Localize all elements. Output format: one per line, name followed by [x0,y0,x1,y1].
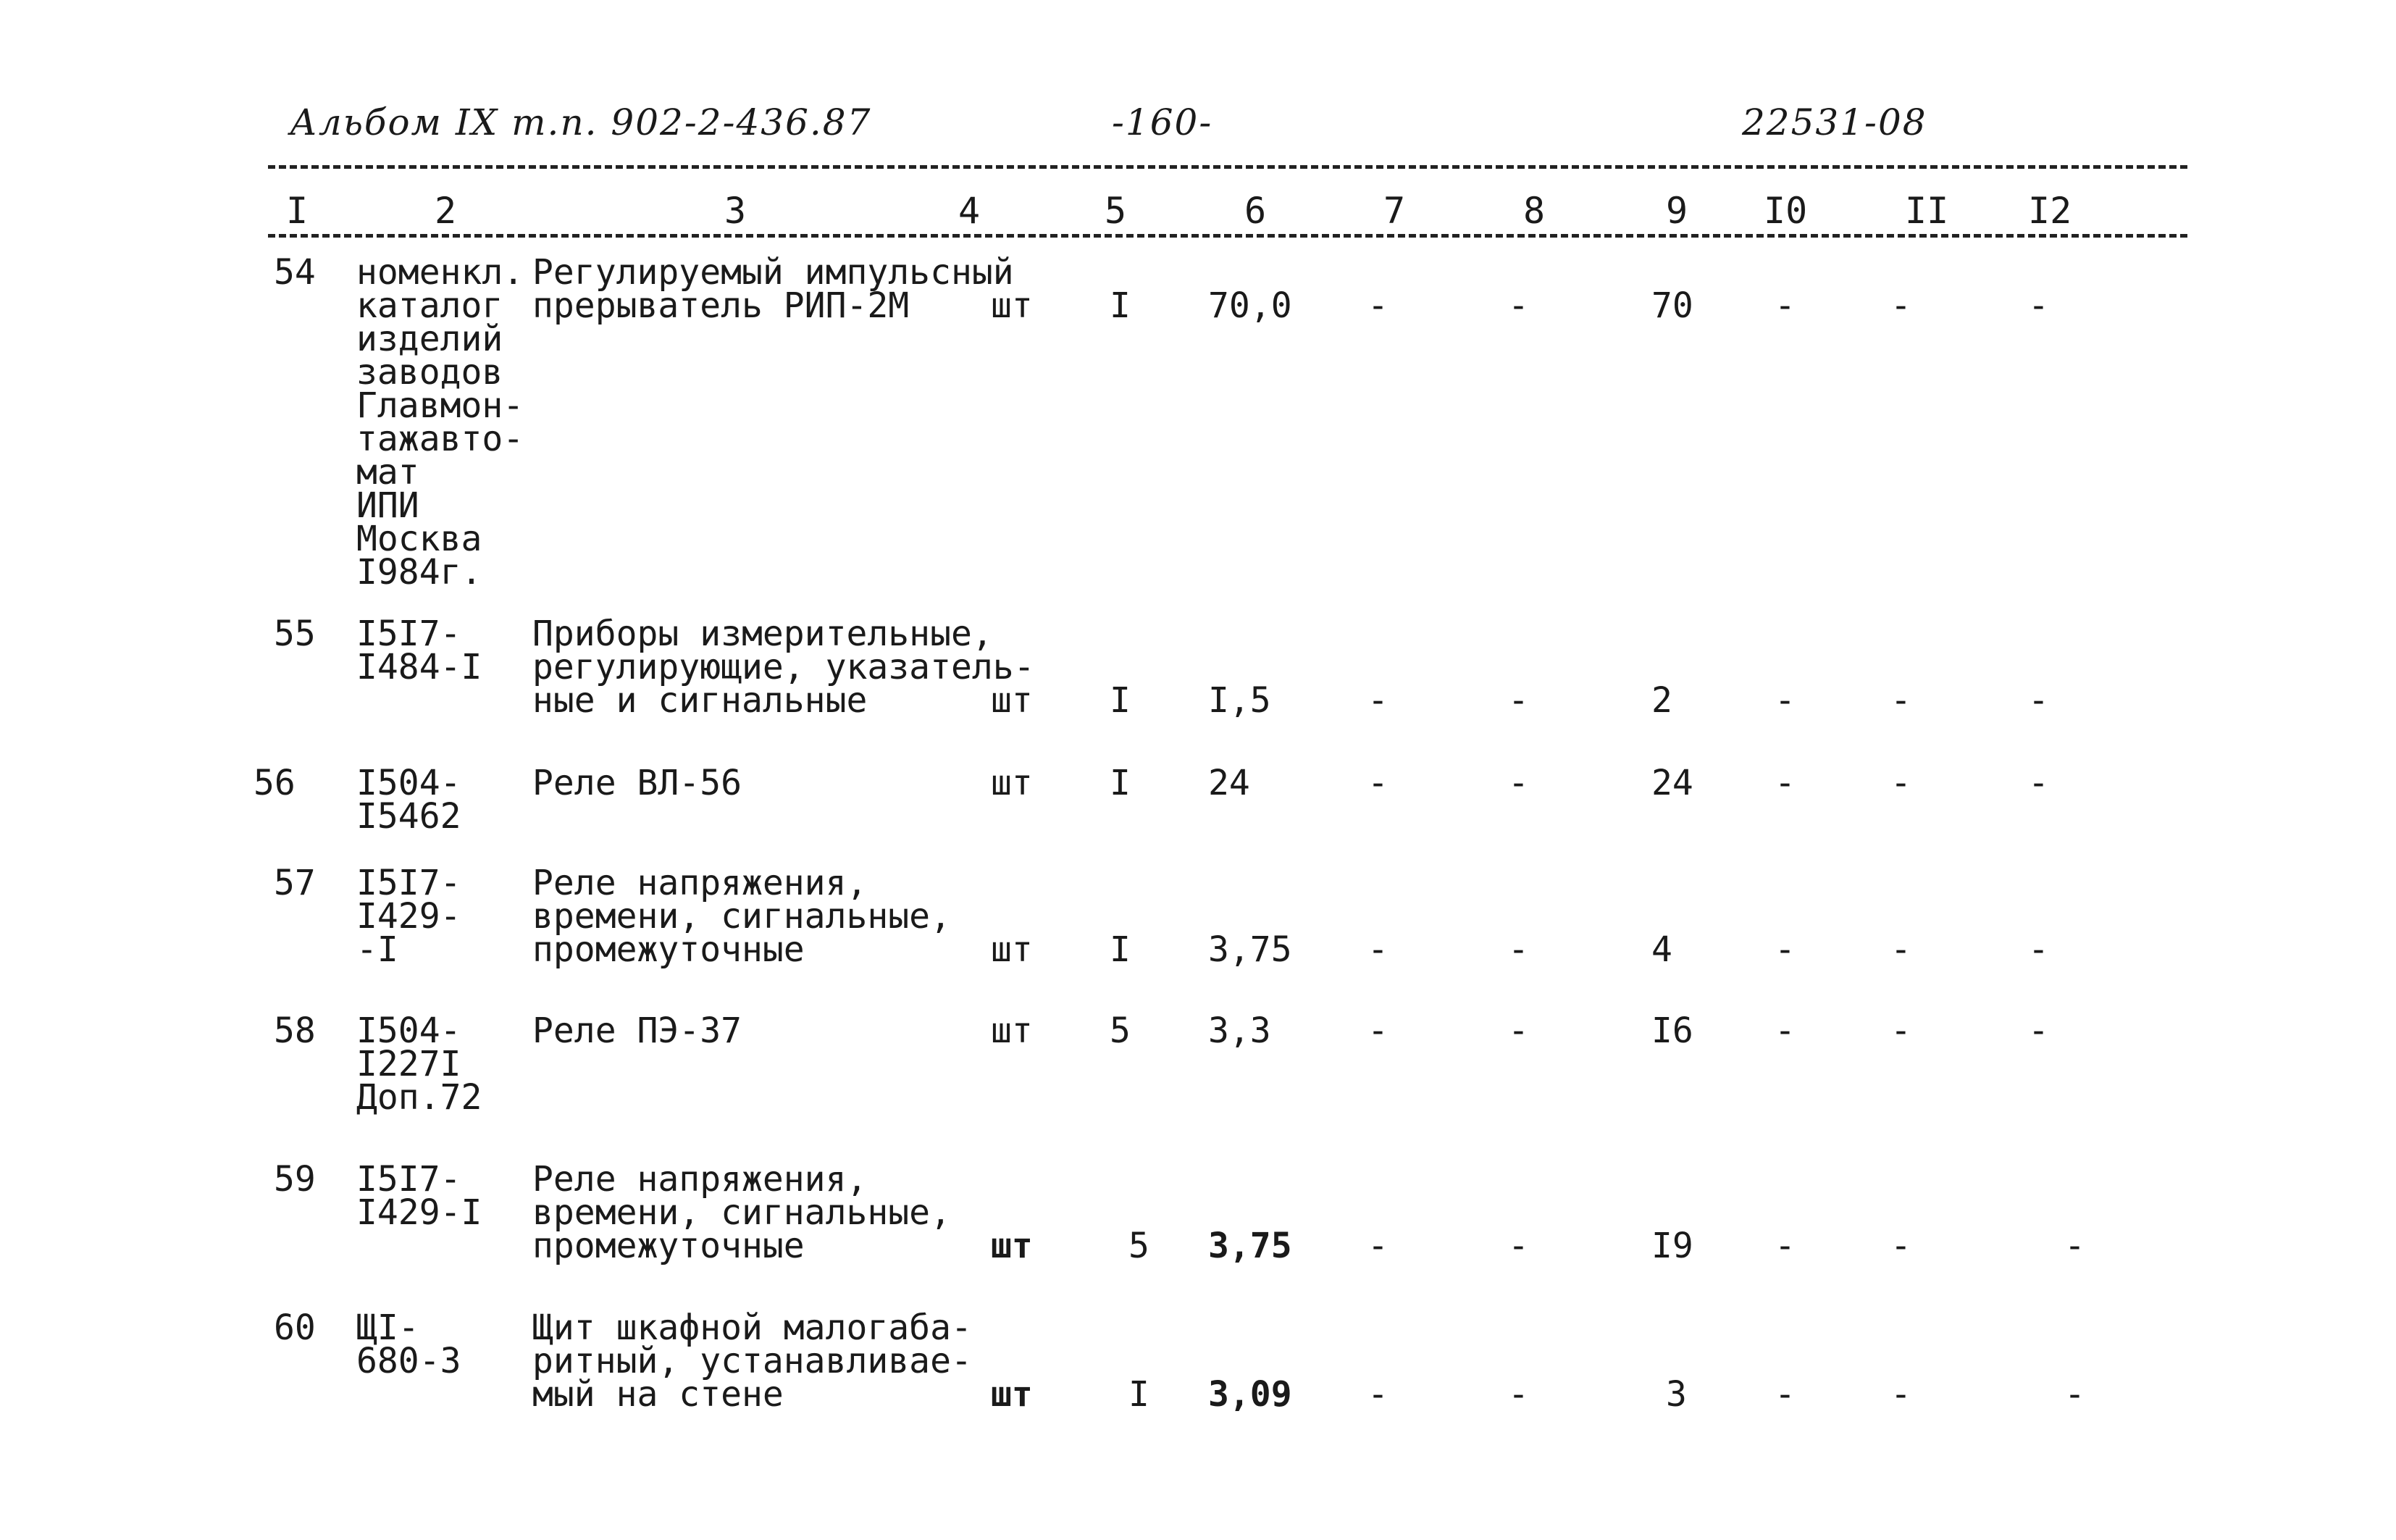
column-number-6: 6 [1244,190,1267,232]
unit: шт [991,1226,1033,1266]
column-number-1: I [286,190,309,232]
column-number-5: 5 [1105,190,1127,232]
column-8-value: - [1508,763,1529,803]
column-8-value: - [1508,1010,1529,1051]
quantity: I [1128,1374,1149,1415]
row-number: 58 [274,1010,316,1051]
column-number-9: 9 [1666,190,1688,232]
column-10-value: - [1775,1226,1796,1266]
column-7-value: - [1367,680,1388,721]
catalog-reference: ЩI- 680-3 [356,1307,461,1381]
column-12-value: - [2028,1010,2049,1051]
column-6-value: 3,09 [1208,1374,1292,1415]
column-8-value: - [1508,285,1529,326]
column-number-8: 8 [1523,190,1546,232]
column-12-value: - [2064,1374,2085,1415]
unit: шт [991,285,1033,326]
column-9-value: 70 [1651,285,1693,326]
column-number-2: 2 [435,190,457,232]
catalog-reference: I5I7- I429- -I [356,863,461,970]
column-number-7: 7 [1383,190,1406,232]
column-number-10: I0 [1764,190,1808,232]
column-9-value: 4 [1651,929,1672,970]
row-number: 57 [274,863,316,903]
column-8-value: - [1508,1226,1529,1266]
item-name: Щит шкафной малогаба- ритный, устанавливае- мый на стене [532,1307,972,1415]
column-7-value: - [1367,1010,1388,1051]
column-number-12: I2 [2028,190,2072,232]
unit: шт [991,1010,1033,1051]
column-7-value: - [1367,1226,1388,1266]
quantity: I [1110,680,1131,721]
column-9-value: I9 [1651,1226,1693,1266]
column-11-value: - [1890,680,1911,721]
row-number: 59 [274,1159,316,1200]
catalog-reference: I504- I5462 [356,763,461,837]
item-name: Реле напряжения, времени, сигнальные, промежуточные [532,863,951,970]
item-name: Регулируемый импульсный прерыватель РИП-2М [532,252,1014,326]
catalog-reference: номенкл. каталог изделий заводов Главмон- тажавто- мат ИПИ Москва I984г. [356,252,524,593]
column-8-value: - [1508,929,1529,970]
column-9-value: 2 [1651,680,1672,721]
column-11-value: - [1890,1226,1911,1266]
column-number-3: 3 [724,190,747,232]
column-7-value: - [1367,1374,1388,1415]
item-name: Приборы измерительные, регулирующие, указатель- ные и сигнальные [532,614,1035,721]
column-8-value: - [1508,680,1529,721]
column-10-value: - [1775,1010,1796,1051]
column-6-value: 3,3 [1208,1010,1271,1051]
column-10-value: - [1775,285,1796,326]
unit: шт [991,929,1033,970]
row-number: 60 [274,1307,316,1348]
quantity: I [1110,763,1131,803]
column-10-value: - [1775,1374,1796,1415]
column-12-value: - [2028,929,2049,970]
column-12-value: - [2064,1226,2085,1266]
item-name: Реле ПЭ-37 [532,1010,742,1051]
catalog-reference: I504- I227I Доп.72 [356,1010,482,1118]
column-6-value: 24 [1208,763,1250,803]
unit: шт [991,763,1033,803]
row-number: 54 [274,252,316,293]
column-7-value: - [1367,763,1388,803]
header-rule [268,234,2187,238]
column-7-value: - [1367,929,1388,970]
column-9-value: I6 [1651,1010,1693,1051]
column-10-value: - [1775,929,1796,970]
column-12-value: - [2028,285,2049,326]
column-number-4: 4 [958,190,981,232]
item-name: Реле напряжения, времени, сигнальные, промежуточные [532,1159,951,1266]
column-11-value: - [1890,929,1911,970]
album-reference: Альбом IX т.п. 902-2-436.87 [290,101,872,143]
quantity: 5 [1110,1010,1131,1051]
column-12-value: - [2028,680,2049,721]
quantity: 5 [1128,1226,1149,1266]
column-10-value: - [1775,680,1796,721]
column-6-value: 3,75 [1208,929,1292,970]
column-8-value: - [1508,1374,1529,1415]
column-11-value: - [1890,1374,1911,1415]
unit: шт [991,680,1033,721]
column-number-11: II [1905,190,1949,232]
column-6-value: I,5 [1208,680,1271,721]
column-7-value: - [1367,285,1388,326]
column-6-value: 70,0 [1208,285,1292,326]
quantity: I [1110,929,1131,970]
column-11-value: - [1890,1010,1911,1051]
document-code: 22531-08 [1742,101,1927,143]
unit: шт [991,1374,1033,1415]
column-6-value: 3,75 [1208,1226,1292,1266]
column-10-value: - [1775,763,1796,803]
catalog-reference: I5I7- I484-I [356,614,482,687]
row-number: 56 [254,763,296,803]
column-9-value: 24 [1651,763,1693,803]
catalog-reference: I5I7- I429-I [356,1159,482,1233]
item-name: Реле ВЛ-56 [532,763,742,803]
column-12-value: - [2028,763,2049,803]
quantity: I [1110,285,1131,326]
column-9-value: 3 [1666,1374,1687,1415]
column-11-value: - [1890,763,1911,803]
column-11-value: - [1890,285,1911,326]
row-number: 55 [274,614,316,654]
top-rule [268,165,2187,169]
page-number: -160- [1112,101,1213,143]
